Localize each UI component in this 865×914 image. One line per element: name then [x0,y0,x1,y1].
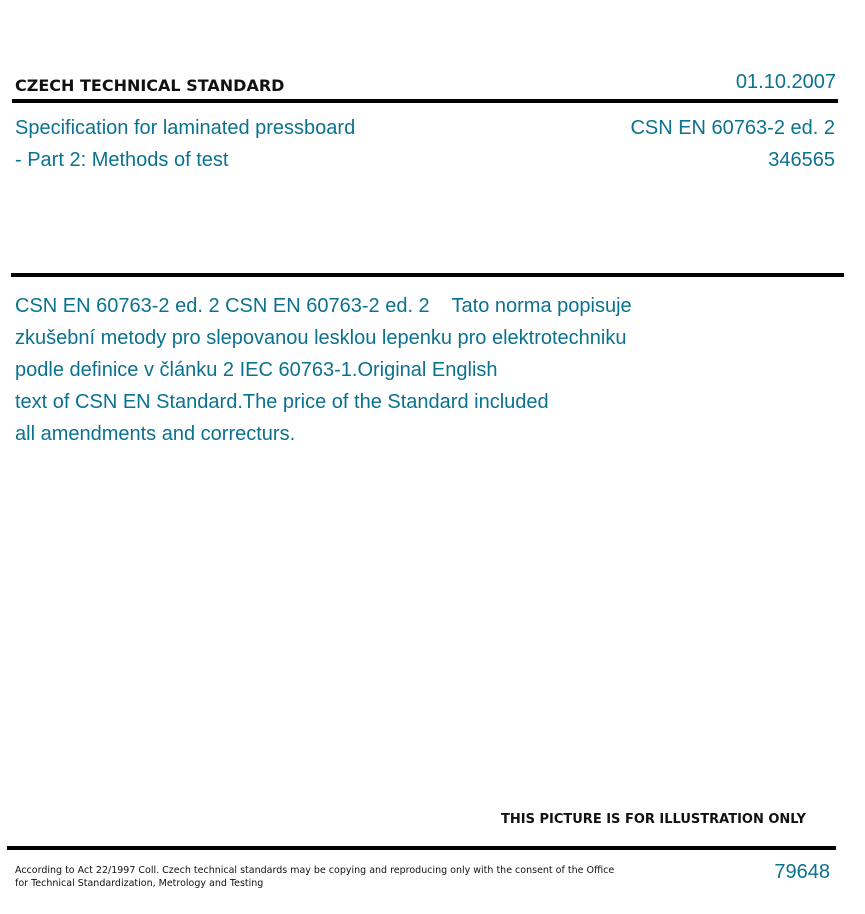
title-divider [11,273,844,277]
header-divider [12,99,838,103]
catalog-number: 346565 [768,149,835,171]
standard-title-line-1: Specification for laminated pressboard [15,117,356,139]
standard-description [15,290,715,450]
legal-notice [15,864,615,890]
description-line: all amendments and correcturs. [15,423,296,445]
description-line: CSN EN 60763-2 ed. 2 CSN EN 60763-2 ed. 2 Tato norma popisuje [15,295,632,317]
description-line: text of CSN EN Standard.The price of the Standard included [15,391,549,413]
description-line: podle definice v článku 2 IEC 60763-1.Original English [15,359,498,381]
standard-code: CSN EN 60763-2 ed. 2 [630,117,835,139]
document-type-label: CZECH TECHNICAL STANDARD [15,76,285,95]
illustration-notice: THIS PICTURE IS FOR ILLUSTRATION ONLY [501,812,806,827]
standard-title-line-2: - Part 2: Methods of test [15,149,229,171]
document-number: 79648 [774,861,830,883]
description-line: zkušební metody pro slepovanou lesklou lepenku pro elektrotechniku [15,327,627,349]
issue-date: 01.10.2007 [735,71,836,93]
footer-divider [7,846,836,850]
legal-notice-line-1: According to Act 22/1997 Coll. Czech technical standards may be copying and reproducing only with the consent of the Office [15,865,615,876]
legal-notice-line-2: for Technical Standardization, Metrology and Testing [15,878,264,889]
